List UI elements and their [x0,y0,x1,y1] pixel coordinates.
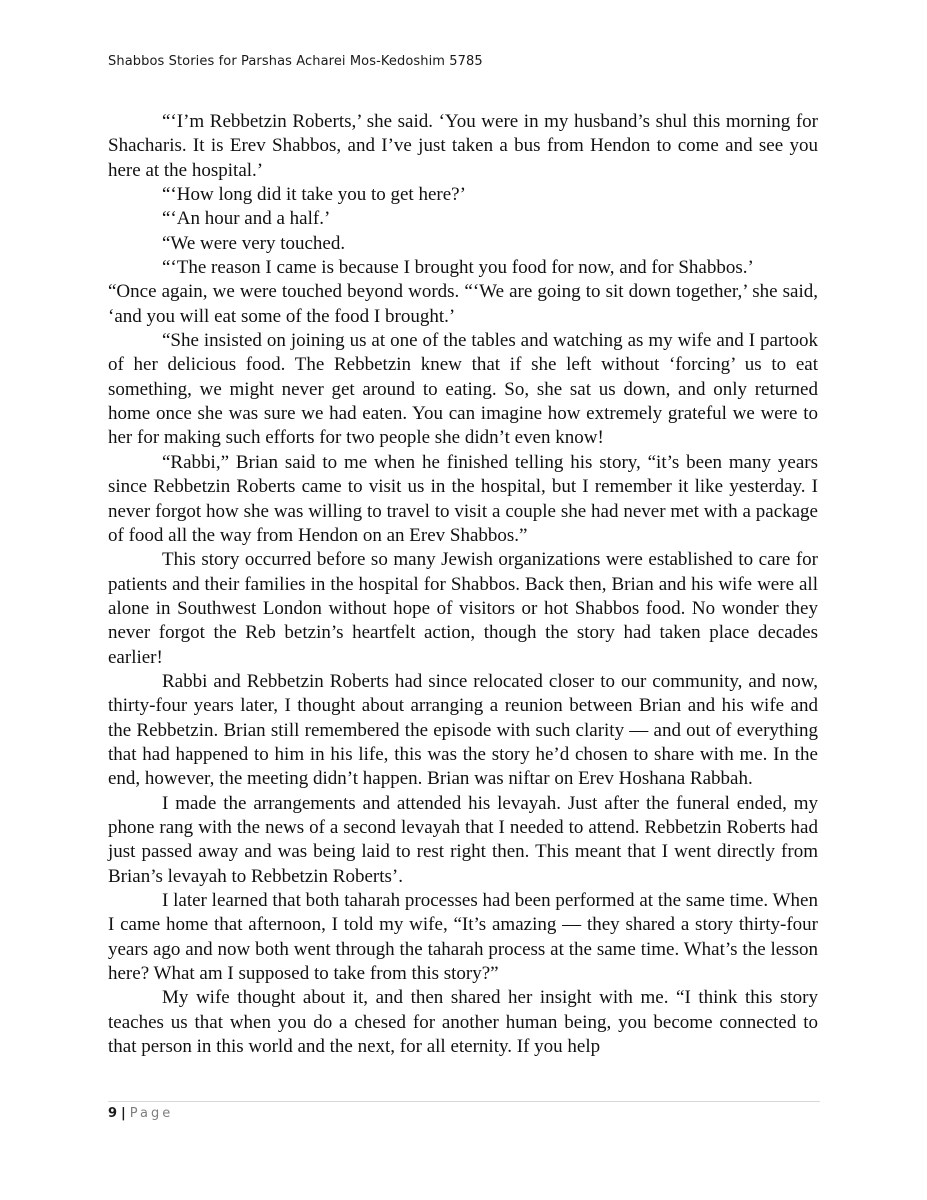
paragraph: “We were very touched. [162,232,346,254]
paragraph: “Once again, we were touched beyond words. “‘We are going to sit down together,’ she said, ‘and you will eat some of the food I brought.’ [108,281,818,327]
footer-separator: | [121,1106,126,1121]
paragraph: This story occurred before so many Jewish organizations were established to care for patients and their families in the hospital for Shabbos. Back then, Brian and his wife were all alone in Southwest London without hope of visitors or hot Shabbos food. No wonder they never forgot the Reb betzin’s heartfelt action, though the story had taken place decades earlier! [108,549,818,668]
page-footer [108,1106,173,1121]
paragraph: My wife thought about it, and then shared her insight with me. “I think this story teaches us that when you do a chesed for another human being, you become connected to that person in this world and the next, for all eternity. If you help [108,987,818,1058]
paragraph: Rabbi and Rebbetzin Roberts had since relocated closer to our community, and now, thirty-four years later, I thought about arranging a reunion between Brian and his wife and the Rebbetzin. Brian still remembered the episode with such clarity — and out of everything that had happened to him in his life, this was the story he’d chosen to share with me. In the end, however, the meeting didn’t happen. Brian was niftar on Erev Hoshana Rabbah. [108,670,818,790]
paragraph: “‘I’m Rebbetzin Roberts,’ she said. ‘You were in my husband’s shul this morning for Shacharis. It is Erev Shabbos, and I’ve just taken a bus from Hendon to come and see you here at the hospital.’ [108,111,818,181]
paragraph: “Rabbi,” Brian said to me when he finished telling his story, “it’s been many years since Rebbetzin Roberts came to visit us in the hospital, but I remember it like yesterday. I never forgot how she was willing to travel to visit a couple she had never met with a package of food all the way from Hendon on an Erev Shabbos.” [108,451,818,546]
footer-divider [108,1101,820,1102]
running-header: Shabbos Stories for Parshas Acharei Mos-Kedoshim 5785 [108,54,483,69]
page-label: Page [129,1106,174,1121]
paragraph: “‘The reason I came is because I brought you food for now, and for Shabbos.’ [162,257,754,279]
paragraph: “She insisted on joining us at one of the tables and watching as my wife and I partook of her delicious food. The Rebbetzin knew that if she left without ‘forcing’ us to eat something, we might never get around to eating. So, she sat us down, and only returned home once she was sure we had eaten. You can imagine how extremely grateful we were to her for making such efforts for two people she didn’t even know! [108,330,818,449]
paragraph: “‘An hour and a half.’ [162,208,331,230]
page-number: 9 [108,1106,118,1121]
paragraph: “‘How long did it take you to get here?’ [162,184,466,206]
body-text [108,110,818,1059]
paragraph: I later learned that both taharah processes had been performed at the same time. When I came home that afternoon, I told my wife, “It’s amazing — they shared a story thirty-four years ago and now both went through the taharah process at the same time. What’s the lesson here? What am I supposed to take from this story?” [108,890,818,985]
paragraph: I made the arrangements and attended his levayah. Just after the funeral ended, my phone rang with the news of a second levayah that I needed to attend. Rebbetzin Roberts had just passed away and was being laid to rest right then. This meant that I went directly from Brian’s levayah to Rebbetzin Roberts’. [108,792,818,887]
